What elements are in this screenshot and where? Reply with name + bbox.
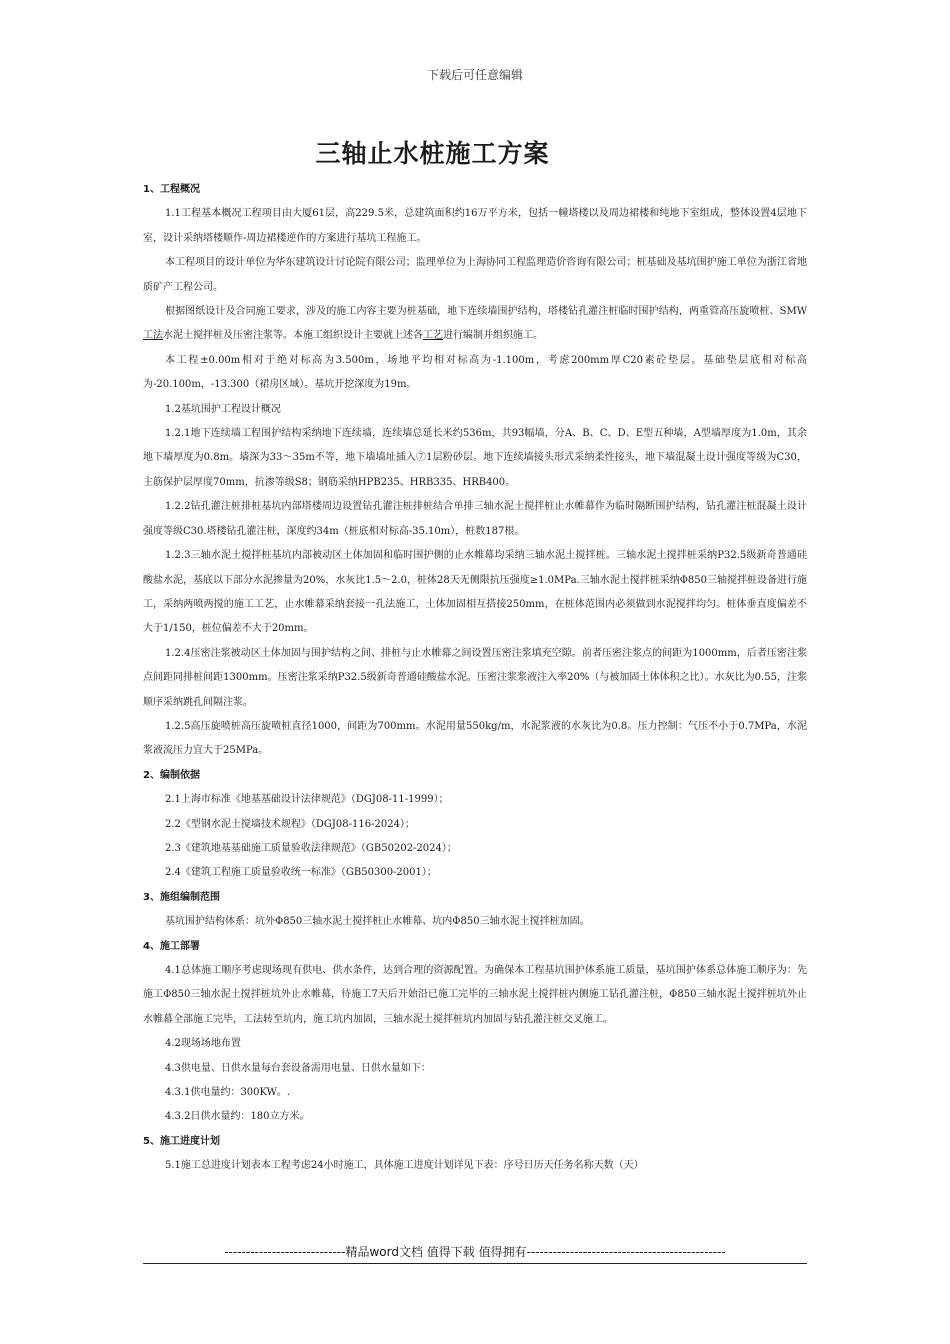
section-2-heading: 2、编制依据 (143, 769, 200, 781)
paragraph-5-1: 5.1施工总进度计划表本工程考虑24小时施工，具体施工进度计划详见下表：序号日历天任务名称天数（天） (165, 1160, 644, 1172)
subheading-1-2: 1.2基坑围护工程设计概况 (165, 403, 281, 415)
footer-divider (143, 1263, 807, 1264)
paragraph-1-2-5: 1.2.5高压旋喷桩高压旋喷桩直径1000，间距为700mm。水泥用量550kg/m，水泥浆液的水灰比为0.8。压力控制：气压不小于0.7MPa，水泥浆液流压力宜大于25MPa。 (143, 720, 807, 757)
paragraph-1-2-2: 1.2.2钻孔灌注桩排桩基坑内部塔楼周边设置钻孔灌注桩排桩结合单排三轴水泥土搅拌桩止水帷幕作为临时隔断围护结构，钻孔灌注桩混凝土设计强度等级C30.塔楼钻孔灌注桩，深度约34m（桩底相对标高-35.10m），桩数187根。 (143, 501, 807, 537)
section-1-heading: 1、工程概况 (143, 184, 200, 195)
paragraph-1-2-4: 1.2.4压密注浆被动区土体加固与围护结构之间、排桩与止水帷幕之间设置压密注浆填充空隙。前者压密注浆点的间距为1000mm，后者压密注浆点间距同排桩间距1300mm。压密注浆采纳P32.5级新奇普通硅酸盐水泥。压密注浆浆液注入率20%（与被加固土体体积之比）。水灰比为0.55，注浆顺序采纳跳孔间隔注浆。 (143, 647, 807, 708)
list-item: 2.3《建筑地基基础施工质量验收法律规范》（GB50202-2024）； (165, 842, 457, 854)
list-item: 2.4《建筑工程施工质量验收统一标准》（GB50300-2001）； (165, 867, 437, 879)
text-span: 进行编制并组织施工。 (443, 330, 543, 342)
text-span: 水泥土搅拌桩及压密注浆等。本施工组织设计主要就上述各 (163, 330, 423, 342)
underlined-term: 工艺 (423, 330, 443, 342)
paragraph-4-1: 4.1总体施工顺序考虑现场现有供电、供水条件，达到合理的资源配置。为确保本工程基坑围护体系施工质量，基坑围护体系总体施工顺序为：先施工Φ850三轴水泥土搅拌桩坑外止水帷幕，待施工7天后开始沿已施工完毕的三轴水泥土搅拌桩内侧施工钻孔灌注桩，Φ850三轴水泥土搅拌桩坑外止水帷幕全部施工完毕，工法转至坑内，施工坑内加固，三轴水泥土搅拌桩坑内加固与钻孔灌注桩交叉施工。 (143, 965, 807, 1025)
paragraph-design-units: 本工程项目的设计单位为华东建筑设计讨论院有限公司；监理单位为上海协同工程监理造价咨询有限公司；桩基础及基坑围护施工单位为浙江省地质矿产工程公司。 (143, 257, 807, 293)
paragraph-1-1: 1.1工程基本概况工程项目由大厦61层，高229.5米，总建筑面积约16万平方米，包括一幢塔楼以及周边裙楼和纯地下室组成，整体设置4层地下室，设计采纳塔楼顺作-周边裙楼逆作的方案进行基坑工程施工。 (143, 208, 807, 244)
paragraph-1-2-1: 1.2.1地下连续墙工程围护结构采纳地下连续墙，连续墙总延长米约536m，共93幅墙，分A、B、C、D、E型五种墙，A型墙厚度为1.0m，其余地下墙厚度为0.8m。墙深为33～35m不等，地下墙墙址插入⑦1层粉砂层。地下连续墙接头形式采纳柔性接头，地下墙混凝土设计强度等级为C30，主筋保护层厚度70mm，抗渗等级S8；钢筋采纳HPB235、HRB335、HRB400。 (143, 428, 807, 488)
list-item: 4.3供电量、日供水量每台套设备需用电量、日供水量如下： (165, 1062, 431, 1074)
list-item: 4.2现场场地布置 (165, 1038, 241, 1050)
document-body (143, 178, 807, 1179)
list-item: 4.3.1供电量约：300KW。. (165, 1087, 291, 1099)
text-span: 根据图纸设计及合同施工要求，涉及的施工内容主要为桩基础，地下连续墙围护结构，塔楼钻孔灌注桩临时围护结构，两重管高压旋喷桩、SMW (165, 306, 807, 318)
section-5-heading: 5、施工进度计划 (143, 1135, 220, 1147)
paragraph-construction-scope (143, 300, 807, 349)
header-note: 下载后可任意编辑 (426, 68, 523, 82)
underlined-term: 工法 (143, 330, 163, 342)
section-4-heading: 4、施工部署 (143, 940, 200, 952)
list-item: 4.3.2日供水量约：180立方米。 (165, 1111, 310, 1123)
footer-note: ----------------------------精品word文档 值得下载 值得拥有---------------------------------------------- (224, 1245, 726, 1259)
list-item: 2.2《型钢水泥土搅墙技术规程》（DGJ08-116-2024）； (165, 818, 415, 830)
paragraph-1-2-3: 1.2.3三轴水泥土搅拌桩基坑内部被动区土体加固和临时围护侧的止水帷幕均采纳三轴水泥土搅拌桩。三轴水泥土搅拌桩采纳P32.5级新奇普通硅酸盐水泥，基底以下部分水泥掺量为20%，水灰比1.5～2.0，桩体28天无侧限抗压强度≥1.0MPa.三轴水泥土搅拌桩采纳Φ850三轴搅拌桩设备进行施工，采纳两喷两搅的施工工艺，止水帷幕采纳套接一孔法施工，土体加固相互搭接250mm，在桩体范围内必须做到水泥搅拌均匀。桩体垂直度偏差不大于1/150，桩位偏差不大于20mm。 (143, 550, 807, 635)
list-item: 2.1上海市标准《地基基础设计法律规范》（DGJ08-11-1999）； (165, 794, 449, 806)
paragraph-elevation: 本工程±0.00m相对于绝对标高为3.500m，场地平均相对标高为-1.100m，考虑200mm厚C20素砼垫层。基础垫层底相对标高为-20.100m，-13.300（裙房区域）。基坑开挖深度为19m。 (143, 354, 807, 391)
paragraph-scope: 基坑围护结构体系：坑外Φ850三轴水泥土搅拌桩止水帷幕、坑内Φ850三轴水泥土搅拌桩加固。 (165, 916, 590, 928)
section-3-heading: 3、施组编制范围 (143, 891, 220, 903)
document-title: 三轴止水桩施工方案 (315, 139, 550, 168)
